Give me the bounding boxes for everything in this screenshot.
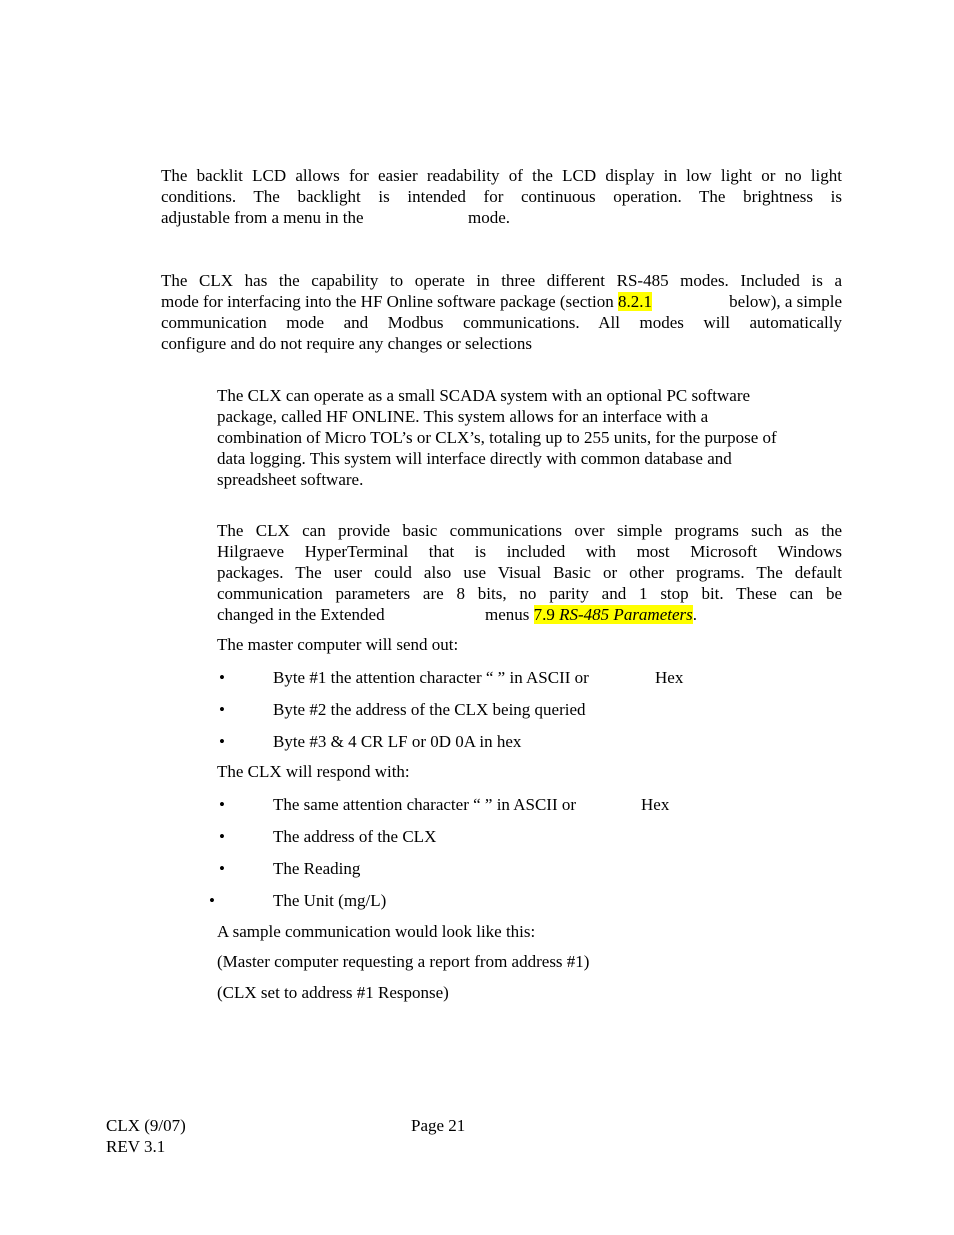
text-line: package, called HF ONLINE. This system allows for an interface with a [217, 407, 709, 426]
footer-doc-id: CLX (9/07) [106, 1116, 186, 1135]
text-line: packages. The user could also use Visual Basic or other programs. The default [217, 563, 842, 582]
paragraph-backlight [161, 166, 842, 230]
bullet-icon: • [219, 732, 225, 751]
list-item-suffix: Hex [641, 795, 670, 814]
list-item: The Unit (mg/L) [273, 891, 387, 910]
paragraph-simple-communication [217, 521, 842, 627]
text-line: adjustable from a menu in the [161, 208, 364, 227]
list-item: The Reading [273, 859, 361, 878]
sample-clx-line: (CLX set to address #1 Response) [217, 983, 449, 1002]
text-line: The CLX can provide basic communications over simple programs such as the [217, 521, 842, 540]
section-title: RS-485 Parameters [559, 605, 693, 624]
section-link-7-9[interactable] [534, 605, 693, 624]
text-line: conditions. The backlight is intended for continuous operation. The brightness is [161, 187, 842, 206]
text-line: communication parameters are 8 bits, no parity and 1 stop bit. These can be [217, 584, 842, 603]
text-span: mode for interfacing into the HF Online software package (section [161, 292, 618, 311]
section-number: 7.9 [533, 605, 560, 624]
text-line: The backlit LCD allows for easier readability of the LCD display in low light or no light [161, 166, 842, 185]
text-line: data logging. This system will interface directly with common database and [217, 449, 732, 468]
sample-intro: A sample communication would look like this: [217, 922, 536, 941]
master-intro: The master computer will send out: [217, 635, 459, 654]
paragraph-hf-online [217, 386, 842, 492]
list-item: The address of the CLX [273, 827, 437, 846]
bullet-icon: • [219, 700, 225, 719]
text-span: below), a simple [729, 292, 842, 311]
text-line: Hilgraeve HyperTerminal that is included with most Microsoft Windows [217, 542, 842, 561]
clx-intro: The CLX will respond with: [217, 762, 410, 781]
sample-master-line: (Master computer requesting a report from address #1) [217, 952, 590, 971]
text-line: mode. [468, 208, 511, 227]
bullet-icon: • [219, 668, 225, 687]
text-line: spreadsheet software. [217, 470, 364, 489]
text-line: configure and do not require any changes or selections [161, 334, 533, 353]
bullet-icon: • [219, 795, 225, 814]
footer-revision: REV 3.1 [106, 1137, 166, 1156]
text-line: changed in the Extended [217, 605, 385, 624]
bullet-icon: • [219, 827, 225, 846]
text-span: menus [485, 605, 534, 624]
text-line [161, 292, 842, 313]
section-link-8-2-1[interactable]: 8.2.1 [617, 292, 652, 311]
list-item-suffix: Hex [655, 668, 684, 687]
list-item: The same attention character “ ” in ASCII or [273, 795, 577, 814]
list-item: Byte #2 the address of the CLX being queried [273, 700, 586, 719]
text-span: . [692, 605, 698, 624]
list-item: Byte #1 the attention character “ ” in ASCII or [273, 668, 589, 687]
text-line: communication mode and Modbus communications. All modes will automatically [161, 313, 842, 332]
paragraph-rs485-modes [161, 271, 842, 357]
text-line: The CLX can operate as a small SCADA system with an optional PC software [217, 386, 751, 405]
text-line: combination of Micro TOL’s or CLX’s, totaling up to 255 units, for the purpose of [217, 428, 777, 447]
text-line [485, 605, 697, 626]
bullet-icon: • [219, 859, 225, 878]
text-line: The CLX has the capability to operate in three different RS-485 modes. Included is a [161, 271, 842, 290]
bullet-icon: • [209, 891, 215, 910]
footer-page-number: Page 21 [411, 1116, 466, 1135]
list-item: Byte #3 & 4 CR LF or 0D 0A in hex [273, 732, 522, 751]
